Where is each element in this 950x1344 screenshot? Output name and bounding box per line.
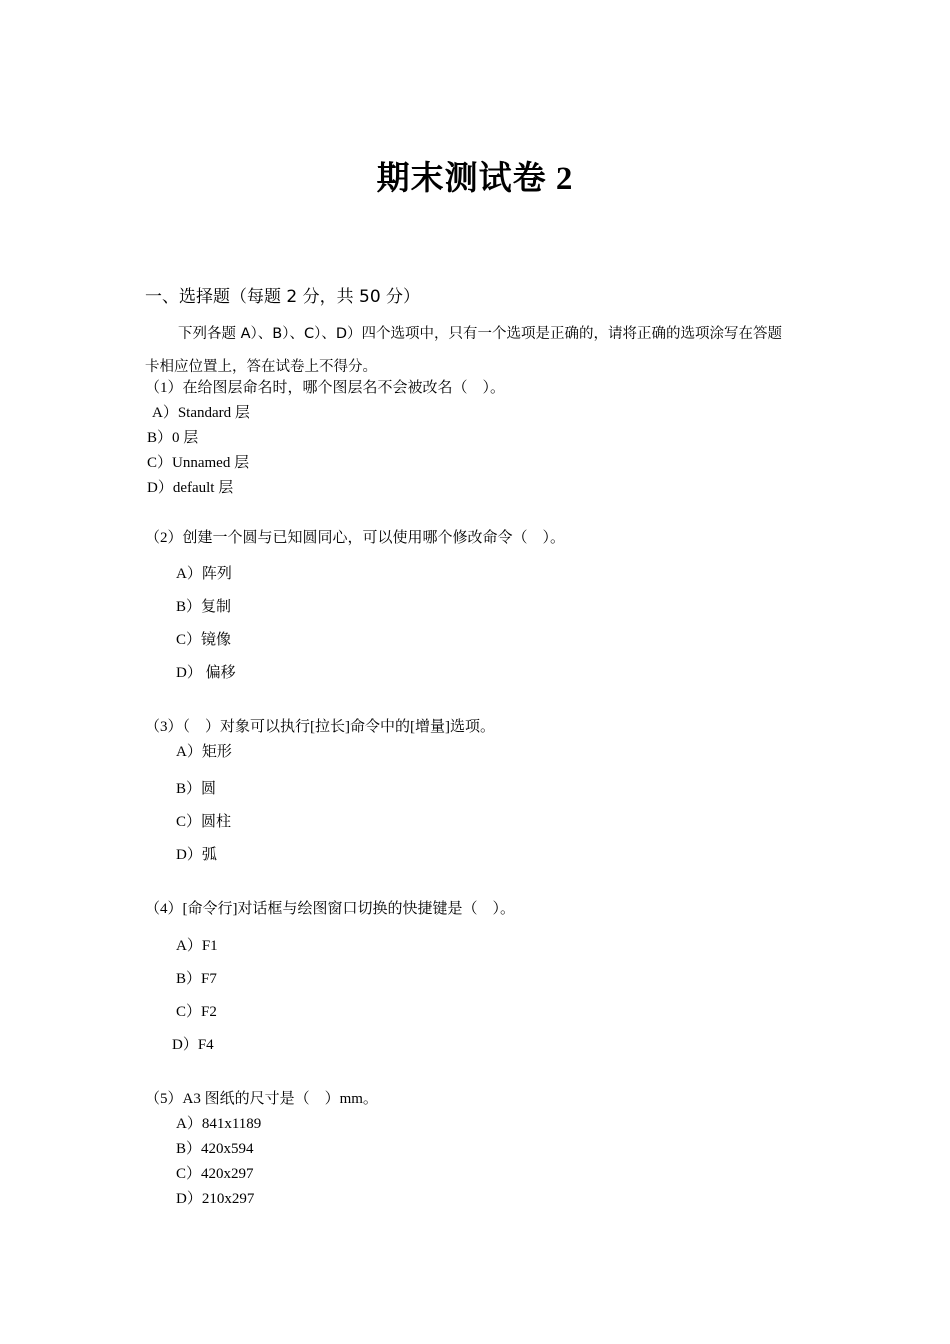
question-4-text: （4）[命令行]对话框与绘图窗口切换的快捷键是（ ）。: [145, 901, 515, 917]
question-4-option-b: B）F7: [176, 971, 217, 987]
question-3-text: （3）（ ）对象可以执行[拉长]命令中的[增量]选项。: [145, 719, 495, 735]
question-5-option-c: C）420x297: [176, 1166, 254, 1182]
question-4-option-a: A）F1: [176, 938, 218, 954]
question-4-option-c: C）F2: [176, 1004, 217, 1020]
question-1-text: （1）在给图层命名时，哪个图层名不会被改名（ ）。: [145, 380, 506, 396]
question-5-option-b: B）420x594: [176, 1141, 254, 1157]
question-3-option-d: D）弧: [176, 847, 217, 863]
page-title: 期末测试卷 2: [376, 161, 574, 197]
question-3-option-c: C）圆柱: [176, 814, 232, 830]
question-1-option-d: D）default 层: [147, 480, 234, 496]
question-2-option-a: A）阵列: [176, 566, 232, 582]
question-2-option-b: B）复制: [176, 599, 232, 615]
question-1-option-c: C）Unnamed 层: [147, 455, 250, 471]
instruction-line-2: 卡相应位置上，答在试卷上不得分。: [145, 359, 377, 375]
question-5-option-d: D）210x297: [176, 1191, 255, 1207]
instruction-line-1: 下列各题 A）、B）、C）、D）四个选项中，只有一个选项是正确的，请将正确的选项涂写在答题: [178, 326, 783, 342]
question-2-option-c: C）镜像: [176, 632, 232, 648]
question-2-option-d: D） 偏移: [176, 665, 236, 681]
question-5-option-a: A）841x1189: [176, 1116, 262, 1132]
question-1-option-b: B）0 层: [147, 430, 199, 446]
question-2-text: （2）创建一个圆与已知圆同心，可以使用哪个修改命令（ ）。: [145, 530, 566, 546]
question-3-option-a: A）矩形: [176, 744, 232, 760]
question-3-option-b: B）圆: [176, 781, 217, 797]
question-5-text: （5）A3 图纸的尺寸是（ ）mm。: [145, 1091, 378, 1107]
question-4-option-d: D）F4: [172, 1037, 214, 1053]
section-heading: 一、选择题（每题 2 分，共 50 分）: [145, 287, 421, 307]
question-1-option-a: A）Standard 层: [152, 405, 250, 421]
